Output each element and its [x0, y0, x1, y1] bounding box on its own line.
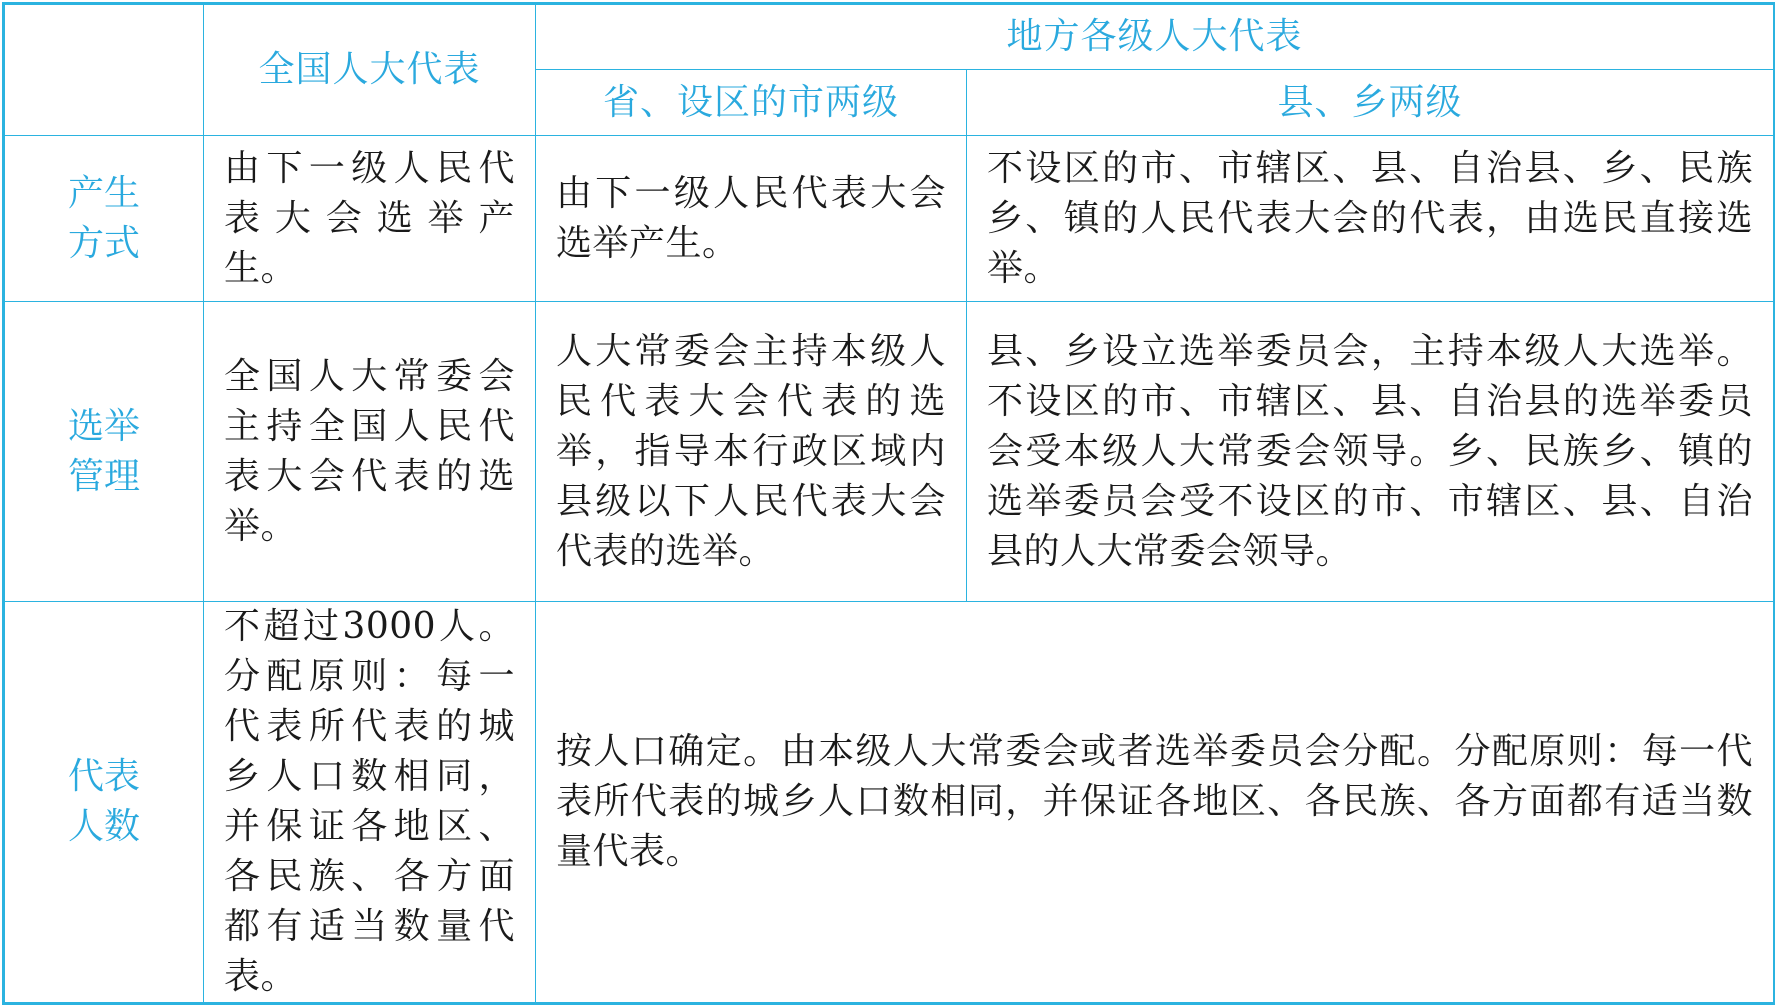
- cell-province-city: 由下一级人民代表大会选举产生。: [536, 136, 967, 302]
- table-row: [4, 602, 1775, 1004]
- table-row: [4, 302, 1775, 602]
- row-label-line: 管理: [67, 455, 140, 497]
- header-province-city: 省、设区的市两级: [536, 70, 967, 136]
- row-label-line: 产生: [67, 172, 140, 214]
- header-county-township: 县、乡两级: [967, 70, 1775, 136]
- row-label-line: 选举: [67, 405, 140, 447]
- cell-national: 由下一级人民代表大会选举产生。: [204, 136, 536, 302]
- cell-national: 不超过3000人。分配原则：每一代表所代表的城乡人口数相同，并保证各地区、各民族、各方面都有适当数量代表。: [204, 602, 536, 1004]
- row-label: [4, 136, 204, 302]
- row-label: [4, 302, 204, 602]
- row-label: [4, 602, 204, 1004]
- cell-province-city: 人大常委会主持本级人民代表大会代表的选举，指导本行政区域内县级以下人民代表大会代表的选举。: [536, 302, 967, 602]
- header-local: 地方各级人大代表: [536, 4, 1775, 70]
- cell-national: 全国人大常委会主持全国人民代表大会代表的选举。: [204, 302, 536, 602]
- corner-cell: [4, 4, 204, 136]
- comparison-table: [2, 2, 1775, 1005]
- header-national: 全国人大代表: [204, 4, 536, 136]
- table-row: [4, 136, 1775, 302]
- cell-local: 按人口确定。由本级人大常委会或者选举委员会分配。分配原则：每一代表所代表的城乡人口数相同，并保证各地区、各民族、各方面都有适当数量代表。: [536, 602, 1775, 1004]
- cell-county-township: 不设区的市、市辖区、县、自治县、乡、民族乡、镇的人民代表大会的代表，由选民直接选举。: [967, 136, 1775, 302]
- cell-county-township: 县、乡设立选举委员会，主持本级人大选举。不设区的市、市辖区、县、自治县的选举委员会受本级人大常委会领导。乡、民族乡、镇的选举委员会受不设区的市、市辖区、县、自治县的人大常委会领导。: [967, 302, 1775, 602]
- row-label-line: 代表: [67, 756, 140, 797]
- row-label-line: 方式: [67, 222, 140, 264]
- row-label-line: 人数: [67, 806, 140, 847]
